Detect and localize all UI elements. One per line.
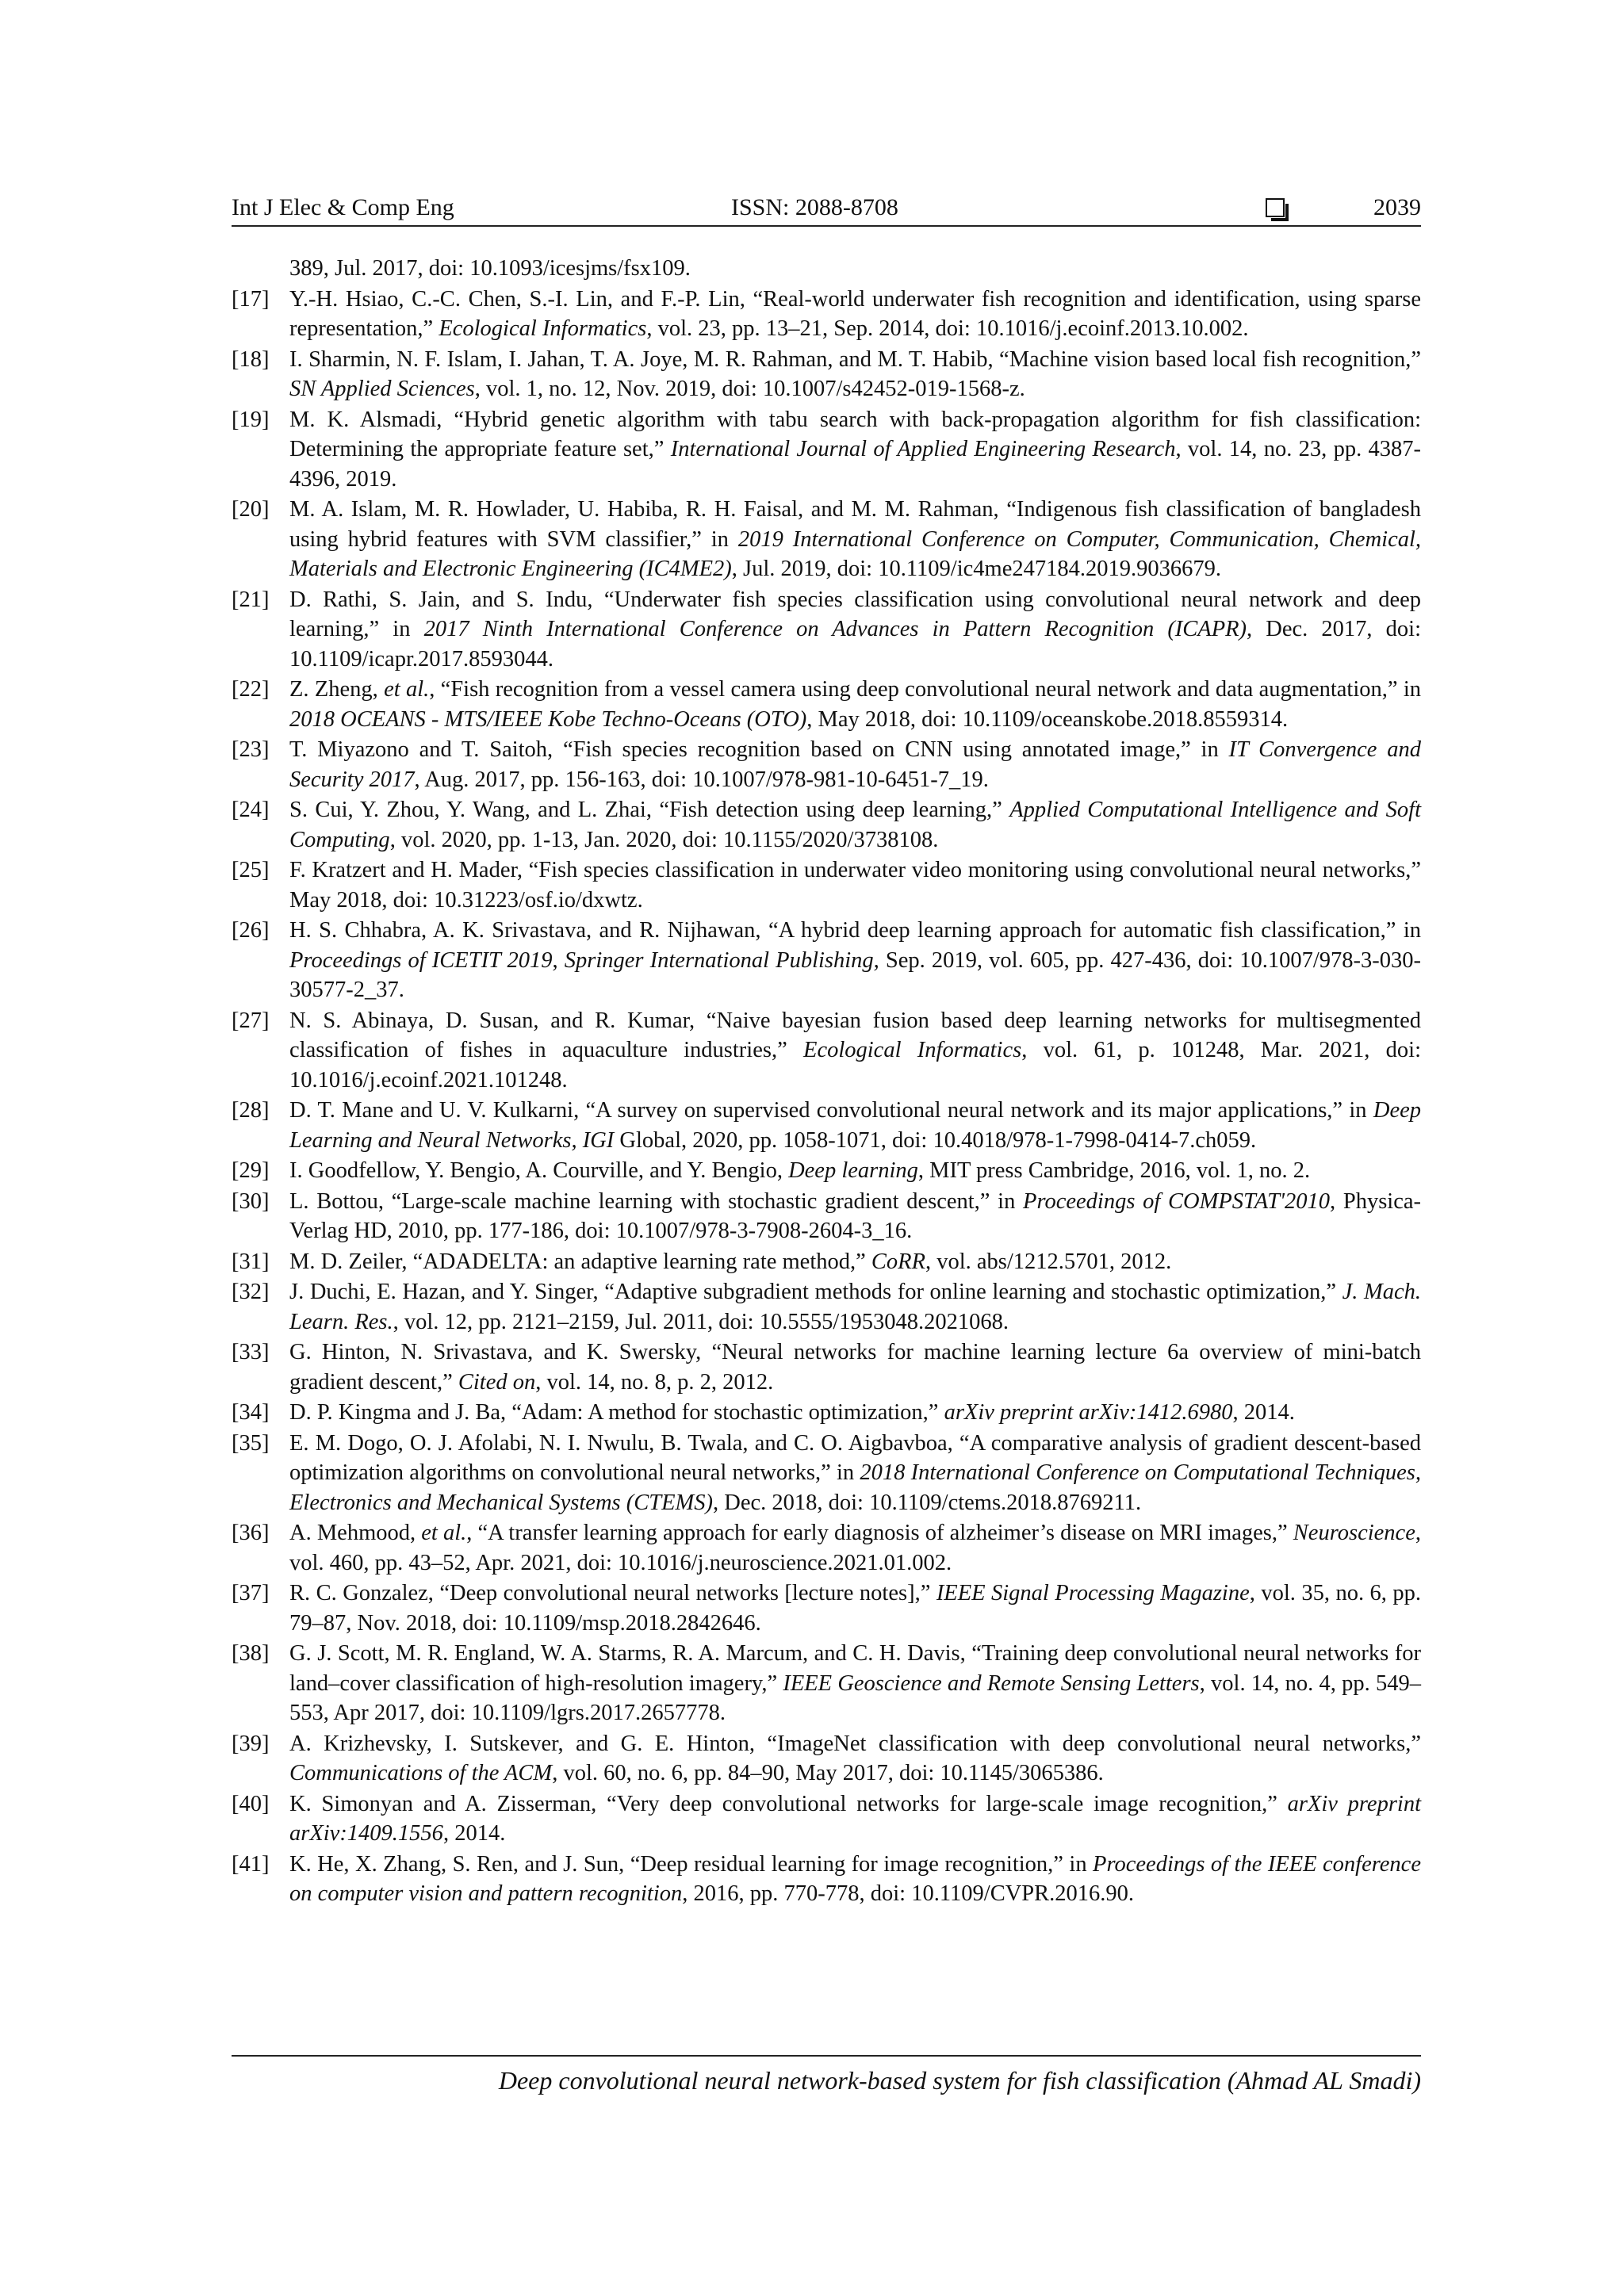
reference-item bbox=[232, 1578, 1421, 1638]
reference-number: [17] bbox=[232, 286, 270, 312]
reference-number: [29] bbox=[232, 1158, 270, 1183]
reference-italic-text: Applied Computational Intelligence and Soft Computing bbox=[289, 798, 1421, 852]
reference-text-segment: , May 2018, doi: 10.1109/oceanskobe.2018.8559314. bbox=[806, 706, 1289, 732]
reference-text-segment: , vol. abs/1212.5701, 2012. bbox=[925, 1249, 1172, 1274]
page-number: 2039 bbox=[1373, 194, 1421, 220]
reference-item bbox=[232, 675, 1421, 734]
reference-text bbox=[289, 1852, 1421, 1907]
reference-text bbox=[289, 408, 1421, 492]
reference-list bbox=[232, 254, 1421, 1910]
reference-text-segment: , vol. 14, no. 23, pp. 4387-4396, 2019. bbox=[289, 437, 1421, 492]
reference-text-segment: F. Kratzert and H. Mader, “Fish species classification in underwater video monitoring using convolutional neural networks,” May 2018, doi: 10.31223/osf.io/dxwtz. bbox=[289, 858, 1421, 913]
reference-text bbox=[289, 587, 1421, 672]
reference-text-segment: , Physica-Verlag HD, 2010, pp. 177-186, doi: 10.1007/978-3-7908-2604-3_16. bbox=[289, 1188, 1422, 1243]
reference-text-segment: , bbox=[552, 947, 565, 973]
reference-text-segment: I. Sharmin, N. F. Islam, I. Jahan, T. A. Joye, M. R. Rahman, and M. T. Habib, “Machine vision based local fish recognition,” bbox=[289, 346, 1421, 372]
reference-text-segment: L. Bottou, “Large-scale machine learning with stochastic gradient descent,” in bbox=[289, 1188, 1024, 1214]
reference-italic-text: J. Mach. Learn. Res. bbox=[289, 1280, 1421, 1334]
reference-text-segment: I. Goodfellow, Y. Bengio, A. Courville, and Y. Bengio, bbox=[289, 1158, 789, 1183]
reference-text-segment: , vol. 61, p. 101248, Mar. 2021, doi: 10.1016/j.ecoinf.2021.101248. bbox=[289, 1038, 1422, 1093]
reference-italic-text: Proceedings of the IEEE conference on computer vision and pattern recognition bbox=[289, 1851, 1421, 1906]
reference-number: [38] bbox=[232, 1641, 270, 1666]
reference-text-segment: , Dec. 2017, doi: 10.1109/icapr.2017.8593044. bbox=[289, 617, 1421, 672]
reference-text-segment: , “Fish recognition from a vessel camera using deep convolutional neural network and data augmentation,” in bbox=[429, 677, 1421, 702]
reference-text-segment: , vol. 23, pp. 13–21, Sep. 2014, doi: 10.1016/j.ecoinf.2013.10.002. bbox=[646, 316, 1249, 341]
reference-text-segment: , vol. 14, no. 4, pp. 549–553, Apr 2017, doi: 10.1109/lgrs.2017.2657778. bbox=[289, 1670, 1422, 1725]
reference-item bbox=[232, 1247, 1421, 1277]
reference-text-segment: , vol. 14, no. 8, p. 2, 2012. bbox=[535, 1369, 774, 1395]
reference-text-segment: J. Duchi, E. Hazan, and Y. Singer, “Adaptive subgradient methods for online learning and stochastic optimization,” bbox=[289, 1280, 1342, 1304]
reference-italic-text: 2017 Ninth International Conference on Advances in Pattern Recognition (ICAPR) bbox=[423, 617, 1247, 641]
reference-italic-text: IT Convergence and Security 2017 bbox=[289, 737, 1421, 792]
reference-italic-text: 2019 International Conference on Computer, Communication, Chemical, Materials and Electronic Engineering (IC4ME2) bbox=[289, 526, 1422, 581]
reference-item bbox=[232, 1337, 1421, 1397]
reference-item bbox=[232, 1789, 1421, 1849]
reference-italic-text: Springer International Publishing, bbox=[564, 947, 879, 973]
reference-continuation bbox=[232, 254, 1421, 284]
reference-number: [32] bbox=[232, 1280, 270, 1304]
reference-item bbox=[232, 495, 1421, 584]
reference-number: [34] bbox=[232, 1400, 270, 1425]
reference-number: [26] bbox=[232, 918, 270, 943]
reference-text bbox=[289, 1732, 1421, 1786]
reference-italic-text: Neuroscience bbox=[1293, 1521, 1415, 1545]
reference-text bbox=[289, 1008, 1421, 1093]
reference-text-segment: Sep. 2019, vol. 605, pp. 427-436, doi: 10.1007/978-3-030-30577-2_37. bbox=[289, 947, 1422, 1002]
reference-text-segment: , 2016, pp. 770-778, doi: 10.1109/CVPR.2016.90. bbox=[682, 1881, 1135, 1906]
reference-text-segment: , MIT press Cambridge, 2016, vol. 1, no. 2. bbox=[917, 1158, 1311, 1183]
reference-number: [20] bbox=[232, 497, 270, 522]
reference-number: [21] bbox=[232, 587, 270, 612]
reference-text-segment: K. Simonyan and A. Zisserman, “Very deep convolutional networks for large-scale image recognition,” bbox=[289, 1791, 1288, 1816]
reference-text-segment: Y.-H. Hsiao, C.-C. Chen, S.-I. Lin, and F.-P. Lin, “Real-world underwater fish recognition and identification, using sparse representation,” bbox=[289, 286, 1421, 341]
reference-item bbox=[232, 735, 1421, 794]
reference-text-segment: D. T. Mane and U. V. Kulkarni, “A survey on supervised convolutional neural network and its major applications,” in bbox=[289, 1098, 1373, 1123]
reference-italic-text: 2018 OCEANS - MTS/IEEE Kobe Techno-Oceans (OTO) bbox=[289, 706, 807, 732]
reference-text bbox=[289, 1400, 1295, 1425]
reference-text-segment: , vol. 460, pp. 43–52, Apr. 2021, doi: 10.1016/j.neuroscience.2021.01.002. bbox=[289, 1521, 1421, 1575]
reference-text bbox=[289, 347, 1421, 402]
reference-text-segment: , vol. 35, no. 6, pp. 79–87, Nov. 2018, doi: 10.1109/msp.2018.2842646. bbox=[289, 1581, 1422, 1636]
reference-number: [31] bbox=[232, 1249, 270, 1274]
reference-text bbox=[289, 1641, 1421, 1725]
reference-text bbox=[289, 798, 1421, 852]
reference-text-segment: Z. Zheng, bbox=[289, 677, 385, 702]
reference-text bbox=[289, 1792, 1421, 1846]
reference-item bbox=[232, 795, 1421, 855]
reference-italic-text: et al. bbox=[421, 1521, 467, 1545]
reference-item bbox=[232, 1187, 1421, 1246]
reference-item bbox=[232, 1429, 1421, 1518]
reference-item bbox=[232, 1639, 1421, 1728]
reference-text-segment: , 2014. bbox=[1232, 1400, 1295, 1425]
reference-item bbox=[232, 1398, 1421, 1428]
reference-text-segment: , Aug. 2017, pp. 156-163, doi: 10.1007/978-981-10-6451-7_19. bbox=[414, 767, 989, 792]
reference-italic-text: SN Applied Sciences bbox=[289, 377, 475, 401]
reference-number: [39] bbox=[232, 1731, 270, 1756]
reference-text bbox=[289, 1158, 1310, 1183]
reference-item bbox=[232, 585, 1421, 675]
reference-italic-text: IEEE Geoscience and Remote Sensing Letters bbox=[783, 1670, 1200, 1696]
reference-number: [22] bbox=[232, 677, 270, 702]
page-header bbox=[232, 190, 1421, 227]
reference-text-segment: A. Mehmood, bbox=[289, 1521, 422, 1545]
reference-text bbox=[289, 1521, 1421, 1575]
reference-italic-text: International Journal of Applied Engineering Research bbox=[670, 437, 1176, 461]
reference-text bbox=[289, 918, 1421, 1002]
reference-italic-text: Cited on bbox=[458, 1369, 536, 1395]
reference-number: [28] bbox=[232, 1098, 270, 1123]
reference-item bbox=[232, 345, 1421, 404]
reference-text bbox=[289, 858, 1421, 913]
reference-number: [23] bbox=[232, 737, 270, 762]
reference-text-segment: E. M. Dogo, O. J. Afolabi, N. I. Nwulu, B. Twala, and C. O. Aigbavboa, “A comparative analysis of gradient descent-based optimization algorithms on convolutional neural networks,” in bbox=[289, 1430, 1421, 1485]
reference-italic-text: Communications of the ACM bbox=[289, 1761, 553, 1785]
reference-item bbox=[232, 855, 1421, 915]
reference-italic-text: et al. bbox=[384, 677, 430, 702]
reference-item bbox=[232, 1096, 1421, 1155]
reference-text bbox=[289, 497, 1421, 581]
reference-text bbox=[289, 677, 1421, 732]
reference-text-segment: , 2014. bbox=[442, 1821, 506, 1846]
reference-continuation-text: 389, Jul. 2017, doi: 10.1093/icesjms/fsx109. bbox=[289, 256, 691, 281]
issn: ISSN: 2088-8708 bbox=[731, 194, 898, 220]
reference-number: [41] bbox=[232, 1851, 270, 1877]
reference-text-segment: S. Cui, Y. Zhou, Y. Wang, and L. Zhai, “Fish detection using deep learning,” bbox=[289, 798, 1010, 822]
reference-text bbox=[289, 1189, 1421, 1244]
reference-text-segment: G. J. Scott, M. R. England, W. A. Starms, R. A. Marcum, and C. H. Davis, “Training deep convolutional neural networks for land–cover classification of high-resolution imagery,” bbox=[289, 1641, 1421, 1696]
reference-text-segment: R. C. Gonzalez, “Deep convolutional neural networks [lecture notes],” bbox=[289, 1581, 936, 1605]
reference-item bbox=[232, 405, 1421, 495]
reference-text-segment: , vol. 2020, pp. 1-13, Jan. 2020, doi: 10.1155/2020/3738108. bbox=[389, 827, 939, 852]
reference-italic-text: Deep Learning and Neural Networks, IGI bbox=[289, 1098, 1421, 1153]
reference-number: [18] bbox=[232, 346, 270, 372]
square-ornament-icon bbox=[1266, 198, 1285, 217]
reference-text-segment: G. Hinton, N. Srivastava, and K. Swersky, “Neural networks for machine learning lecture 6a overview of mini-batch gradient descent,” bbox=[289, 1340, 1421, 1395]
reference-text-segment: T. Miyazono and T. Saitoh, “Fish species recognition based on CNN using annotated image,” in bbox=[289, 737, 1229, 762]
reference-text-segment: M. D. Zeiler, “ADADELTA: an adaptive learning rate method,” bbox=[289, 1249, 871, 1274]
reference-item bbox=[232, 1156, 1421, 1186]
reference-number: [37] bbox=[232, 1581, 270, 1605]
reference-italic-text: Proceedings of ICETIT 2019 bbox=[289, 947, 553, 973]
reference-number: [27] bbox=[232, 1008, 270, 1033]
reference-item bbox=[232, 1729, 1421, 1789]
reference-text bbox=[289, 1340, 1421, 1395]
reference-text-segment: Global, 2020, pp. 1058-1071, doi: 10.4018/978-1-7998-0414-7.ch059. bbox=[614, 1127, 1257, 1153]
reference-italic-text: Ecological Informatics bbox=[439, 316, 647, 341]
reference-number: [24] bbox=[232, 798, 270, 822]
reference-text bbox=[289, 1280, 1421, 1334]
reference-item bbox=[232, 1006, 1421, 1096]
reference-text bbox=[289, 1249, 1171, 1274]
reference-italic-text: Deep learning bbox=[788, 1158, 918, 1183]
reference-text-segment: , Dec. 2018, doi: 10.1109/ctems.2018.8769211. bbox=[713, 1490, 1142, 1515]
reference-item bbox=[232, 1277, 1421, 1337]
reference-text-segment: , Jul. 2019, doi: 10.1109/ic4me247184.2019.9036679. bbox=[731, 557, 1221, 581]
reference-text-segment: H. S. Chhabra, A. K. Srivastava, and R. Nijhawan, “A hybrid deep learning approach for automatic fish classification,” in bbox=[289, 918, 1421, 943]
reference-number: [25] bbox=[232, 858, 270, 882]
reference-text-segment: D. P. Kingma and J. Ba, “Adam: A method for stochastic optimization,” bbox=[289, 1400, 944, 1425]
reference-italic-text: Ecological Informatics bbox=[803, 1038, 1022, 1062]
reference-text-segment: , vol. 12, pp. 2121–2159, Jul. 2011, doi: 10.5555/1953048.2021068. bbox=[393, 1309, 1009, 1334]
reference-text-segment: M. K. Alsmadi, “Hybrid genetic algorithm with tabu search with back-propagation algorithm for fish classification: Determining the appropriate feature set,” bbox=[289, 407, 1421, 461]
reference-text bbox=[289, 1098, 1421, 1153]
reference-number: [35] bbox=[232, 1430, 270, 1456]
reference-item bbox=[232, 285, 1421, 344]
footer-divider bbox=[232, 2055, 1421, 2057]
reference-text-segment: K. He, X. Zhang, S. Ren, and J. Sun, “Deep residual learning for image recognition,” in bbox=[289, 1851, 1094, 1877]
reference-text-segment: , vol. 60, no. 6, pp. 84–90, May 2017, doi: 10.1145/3065386. bbox=[552, 1761, 1104, 1785]
reference-number: [40] bbox=[232, 1791, 270, 1816]
reference-item bbox=[232, 1518, 1421, 1578]
reference-text bbox=[289, 737, 1421, 792]
reference-number: [33] bbox=[232, 1340, 270, 1364]
reference-item bbox=[232, 916, 1421, 1005]
reference-italic-text: IEEE Signal Processing Magazine bbox=[936, 1581, 1250, 1605]
reference-text bbox=[289, 1431, 1421, 1515]
reference-text bbox=[289, 287, 1421, 342]
reference-text-segment: A. Krizhevsky, I. Sutskever, and G. E. Hinton, “ImageNet classification with deep convolutional neural networks,” bbox=[289, 1731, 1421, 1756]
reference-italic-text: arXiv preprint arXiv:1409.1556 bbox=[289, 1791, 1421, 1846]
reference-text-segment: , “A transfer learning approach for early diagnosis of alzheimer’s disease on MRI images,” bbox=[466, 1521, 1293, 1545]
reference-number: [30] bbox=[232, 1188, 270, 1214]
reference-text-segment: N. S. Abinaya, D. Susan, and R. Kumar, “Naive bayesian fusion based deep learning networks for multisegmented classification of fishes in aquaculture industries,” bbox=[289, 1008, 1421, 1062]
reference-italic-text: Proceedings of COMPSTAT'2010 bbox=[1023, 1188, 1331, 1214]
reference-text-segment: M. A. Islam, M. R. Howlader, U. Habiba, R. H. Faisal, and M. M. Rahman, “Indigenous fish classification of bangladesh using hybrid features with SVM classifier,” in bbox=[289, 497, 1421, 552]
reference-item bbox=[232, 1850, 1421, 1909]
reference-text-segment: D. Rathi, S. Jain, and S. Indu, “Underwater fish species classification using convolutional neural network and deep learning,” in bbox=[289, 587, 1421, 641]
reference-number: [36] bbox=[232, 1521, 270, 1545]
reference-italic-text: 2018 International Conference on Computational Techniques, Electronics and Mechanical Systems (CTEMS) bbox=[289, 1460, 1421, 1515]
reference-number: [19] bbox=[232, 407, 270, 432]
reference-text bbox=[289, 1581, 1421, 1636]
reference-italic-text: CoRR bbox=[871, 1249, 925, 1274]
reference-text-segment: , vol. 1, no. 12, Nov. 2019, doi: 10.1007/s42452-019-1568-z. bbox=[474, 377, 1025, 401]
running-title: Deep convolutional neural network-based system for fish classification (Ahmad AL Smadi) bbox=[498, 2066, 1421, 2095]
reference-italic-text: arXiv preprint arXiv:1412.6980 bbox=[944, 1400, 1233, 1425]
journal-name: Int J Elec & Comp Eng bbox=[232, 194, 454, 220]
